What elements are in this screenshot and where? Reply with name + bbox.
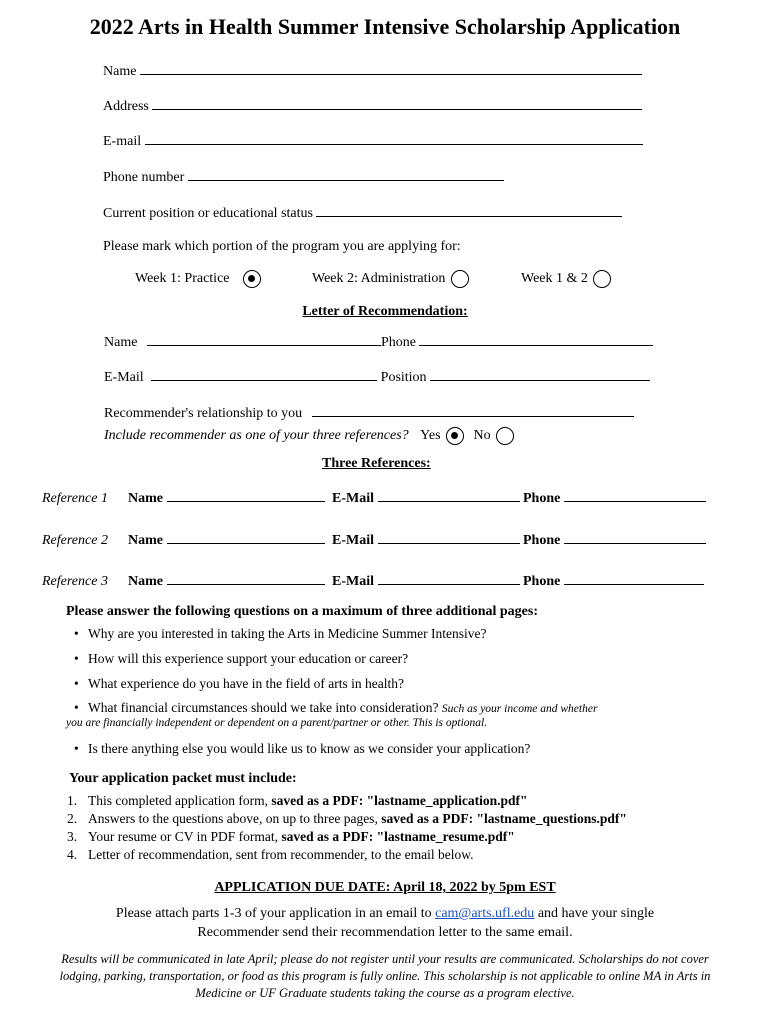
program-prompt: Please mark which portion of the program you are applying for:: [103, 239, 461, 254]
packet-item-3: [67, 829, 515, 845]
email-field[interactable]: [145, 132, 643, 145]
phone-field[interactable]: [188, 168, 504, 181]
recommender-position-label: Position: [380, 370, 427, 385]
packet-item-1-filename: saved as a PDF: "lastname_application.pdf": [271, 793, 528, 808]
reference-1-name-label: Name: [128, 491, 163, 506]
reference-1-phone-field[interactable]: [564, 489, 706, 502]
reference-3-email-label: E-Mail: [332, 574, 374, 589]
packet-item-1: [67, 793, 527, 809]
reference-row-3: [42, 572, 704, 590]
due-date: APPLICATION DUE DATE: April 18, 2022 by 5pm EST: [214, 880, 556, 895]
reference-1-label: Reference 1: [42, 491, 108, 506]
reference-3-name-label: Name: [128, 574, 163, 589]
packet-item-4: [67, 847, 473, 863]
attach-text-before: Please attach parts 1-3 of your application in an email to: [115, 906, 436, 921]
question-4: [74, 700, 597, 716]
recommender-email-field[interactable]: [151, 368, 377, 381]
include-yes-radio[interactable]: [446, 427, 464, 445]
reference-1-email-label: E-Mail: [332, 491, 374, 506]
question-4-text: • What financial circumstances should we take into consideration?: [74, 700, 439, 715]
packet-item-1-number: 1.: [67, 793, 78, 808]
attach-instructions-line2: Recommender send their recommendation letter to the same email.: [197, 925, 573, 940]
recommendation-heading: Letter of Recommendation:: [302, 304, 468, 319]
program-option-week1[interactable]: [135, 270, 261, 288]
include-question: Include recommender as one of your three references?: [104, 428, 409, 444]
packet-item-1-text: This completed application form,: [88, 793, 272, 808]
week2-label: Week 2: Administration: [312, 271, 446, 287]
question-2: • How will this experience support your education or career?: [74, 651, 408, 667]
packet-item-2-filename: saved as a PDF: "lastname_questions.pdf": [381, 811, 627, 826]
page-title: 2022 Arts in Health Summer Intensive Scholarship Application: [89, 14, 681, 39]
applicant-position-row: [103, 204, 622, 222]
reference-3-name-field[interactable]: [167, 572, 325, 585]
footer-note: Results will be communicated in late April; please do not register until your results are communicated. Scholarships do not cover lodging, parking, transportation, or food as this program is fully online. This scholarship is not applicable to online MA in Arts in Medicine or UF Graduate students taking the course as a program elective.: [59, 952, 711, 1000]
packet-item-3-text: Your resume or CV in PDF format,: [88, 829, 282, 844]
both-weeks-radio[interactable]: [593, 270, 611, 288]
packet-heading: Your application packet must include:: [69, 771, 297, 786]
position-field[interactable]: [316, 204, 622, 217]
reference-1-name-field[interactable]: [167, 489, 325, 502]
include-no-label: No: [473, 428, 491, 444]
applicant-address-row: [103, 97, 642, 115]
reference-2-phone-label: Phone: [523, 533, 561, 548]
recommender-email-label: E-Mail: [104, 370, 144, 385]
applicant-name-row: [103, 62, 642, 80]
question-1: • Why are you interested in taking the Arts in Medicine Summer Intensive?: [74, 626, 487, 642]
reference-row-2: [42, 531, 706, 549]
address-label: Address: [103, 99, 149, 114]
recommender-phone-label: Phone: [380, 335, 416, 350]
name-field[interactable]: [140, 62, 642, 75]
reference-2-email-field[interactable]: [378, 531, 520, 544]
week1-label: Week 1: Practice: [135, 271, 230, 287]
packet-item-3-filename: saved as a PDF: "lastname_resume.pdf": [281, 829, 515, 844]
recommender-position-field[interactable]: [430, 368, 650, 381]
attach-text-after: and have your single: [534, 906, 655, 921]
reference-2-name-field[interactable]: [167, 531, 325, 544]
relationship-label: Recommender's relationship to you: [104, 406, 303, 421]
packet-item-3-number: 3.: [67, 829, 78, 844]
relationship-field[interactable]: [312, 404, 634, 417]
reference-1-phone-label: Phone: [523, 491, 561, 506]
contact-email-link[interactable]: cam@arts.ufl.edu: [435, 906, 535, 921]
reference-2-phone-field[interactable]: [564, 531, 706, 544]
question-3: • What experience do you have in the field of arts in health?: [74, 676, 404, 692]
packet-item-2-number: 2.: [67, 811, 78, 826]
position-label: Current position or educational status: [103, 206, 313, 221]
reference-3-phone-label: Phone: [523, 574, 561, 589]
include-yes-label: Yes: [420, 428, 441, 444]
address-field[interactable]: [152, 97, 642, 110]
recommender-name-field[interactable]: [147, 333, 381, 346]
reference-3-label: Reference 3: [42, 574, 108, 589]
phone-label: Phone number: [103, 170, 185, 185]
include-no-radio[interactable]: [496, 427, 514, 445]
packet-item-2: [67, 811, 627, 827]
program-option-week2[interactable]: [312, 270, 469, 288]
reference-3-email-field[interactable]: [378, 572, 520, 585]
question-5: • Is there anything else you would like us to know as we consider your application?: [74, 741, 530, 757]
applicant-email-row: [103, 132, 643, 150]
reference-2-label: Reference 2: [42, 533, 108, 548]
reference-row-1: [42, 489, 706, 507]
attach-instructions: [0, 906, 770, 922]
packet-item-4-number: 4.: [67, 847, 78, 862]
both-weeks-label: Week 1 & 2: [521, 271, 588, 287]
program-option-both[interactable]: [521, 270, 611, 288]
reference-2-name-label: Name: [128, 533, 163, 548]
references-heading: Three References:: [322, 456, 431, 471]
recommender-phone-field[interactable]: [419, 333, 653, 346]
packet-item-4-text: Letter of recommendation, sent from recommender, to the email below.: [88, 847, 474, 862]
reference-3-phone-field[interactable]: [564, 572, 704, 585]
applicant-phone-row: [103, 168, 504, 186]
questions-heading: Please answer the following questions on a maximum of three additional pages:: [66, 604, 538, 619]
recommender-name-label: Name: [104, 335, 138, 350]
week1-radio[interactable]: [243, 270, 261, 288]
name-label: Name: [103, 64, 137, 79]
recommender-name-phone-row: [104, 333, 653, 351]
recommender-email-position-row: [104, 368, 650, 386]
packet-item-2-text: Answers to the questions above, on up to three pages,: [88, 811, 382, 826]
recommender-relationship-row: [104, 404, 634, 422]
reference-2-email-label: E-Mail: [332, 533, 374, 548]
email-label: E-mail: [103, 134, 142, 149]
include-reference-row: [104, 427, 514, 445]
reference-1-email-field[interactable]: [378, 489, 520, 502]
week2-radio[interactable]: [451, 270, 469, 288]
question-4-note: Such as your income and whether: [441, 703, 598, 715]
question-4-note-continued: you are financially independent or dependent on a parent/partner or other. This is optional.: [66, 717, 488, 729]
